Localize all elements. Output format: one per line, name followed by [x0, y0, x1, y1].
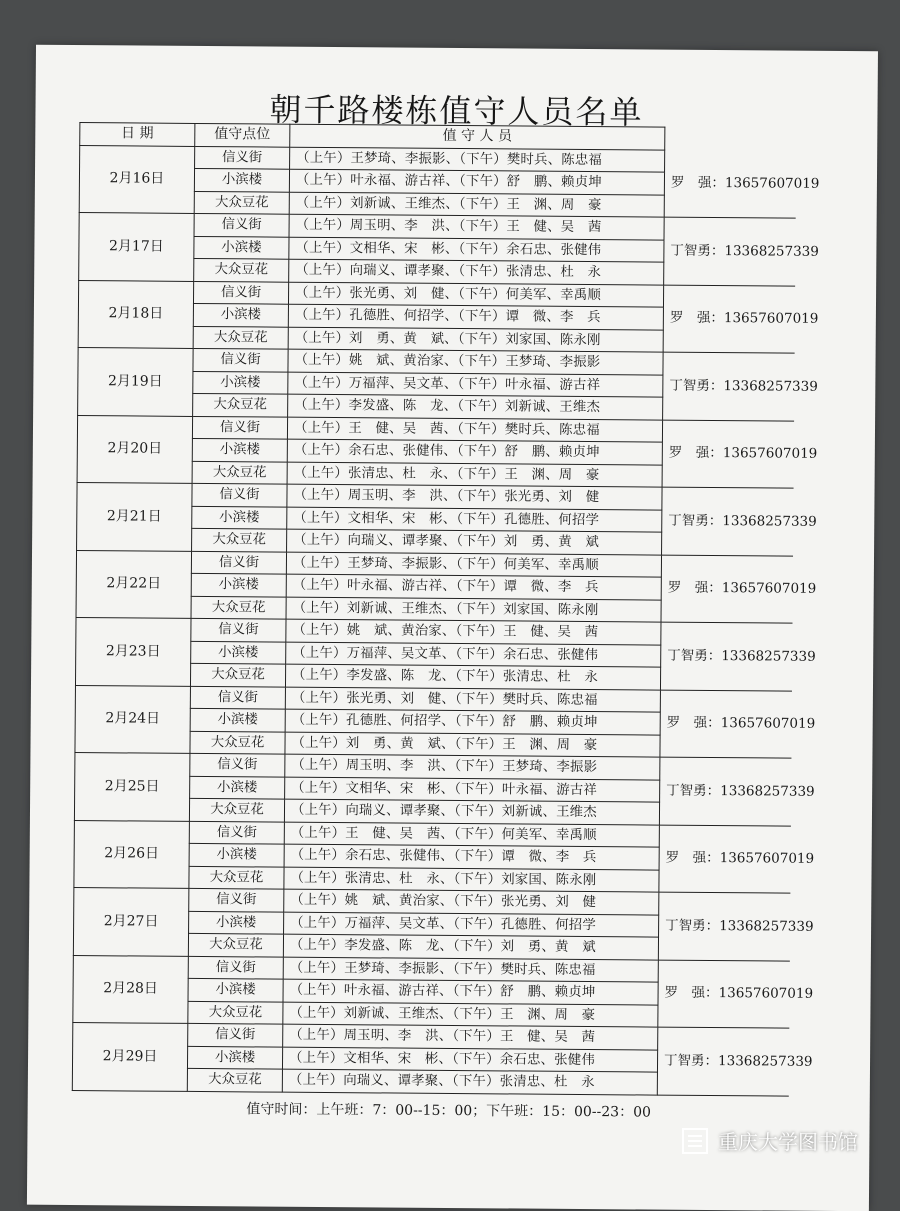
staff-cell: （上午）万福萍、吴文革、（下午）余石忠、张健伟 — [286, 642, 661, 667]
staff-cell: （上午）向瑞义、谭孝聚、（下午）刘新诚、王维杰 — [284, 799, 659, 824]
table-row — [75, 685, 791, 713]
staff-cell: （上午）孔德胜、何招学、（下午）谭 微、李 兵 — [288, 304, 663, 329]
header-staff: 值 守 人 员 — [290, 124, 665, 149]
staff-cell: （上午）叶永福、游古祥、（下午）舒 鹏、赖贞坤 — [283, 979, 658, 1004]
table-row — [77, 483, 793, 511]
staff-cell: （上午）张清忠、杜 永、（下午）刘家国、陈永刚 — [284, 867, 659, 892]
header-date: 日 期 — [80, 123, 195, 146]
date-cell: 2月21日 — [77, 483, 193, 551]
table-row — [75, 753, 791, 781]
location-cell: 大众豆花 — [193, 326, 288, 349]
date-cell: 2月28日 — [73, 955, 189, 1023]
supervisor-contact-cell: 罗 强：13657607019 — [659, 825, 791, 894]
location-cell: 小滨楼 — [192, 438, 287, 461]
staff-cell: （上午）向瑞义、谭孝聚、（下午）刘 勇、黄 斌 — [287, 529, 662, 554]
staff-cell: （上午）李发盛、陈 龙、（下午）张清忠、杜 永 — [285, 664, 660, 689]
staff-cell: （上午）万福萍、吴文革、（下午）叶永福、游古祥 — [288, 372, 663, 397]
location-cell: 大众豆花 — [189, 866, 284, 889]
location-cell: 小滨楼 — [193, 371, 288, 394]
staff-cell: （上午）周玉明、李 洪、（下午）王梦琦、李振影 — [285, 754, 660, 779]
location-cell: 信义街 — [195, 146, 290, 169]
location-cell: 大众豆花 — [191, 596, 286, 619]
location-cell: 信义街 — [194, 213, 289, 236]
table-row — [74, 888, 790, 916]
location-cell: 大众豆花 — [190, 663, 285, 686]
date-cell: 2月24日 — [75, 685, 191, 753]
staff-cell: （上午）刘 勇、黄 斌、（下午）刘家国、陈永刚 — [288, 327, 663, 352]
staff-cell: （上午）张光勇、刘 健、（下午）何美军、幸禹顺 — [288, 282, 663, 307]
location-cell: 小滨楼 — [189, 911, 284, 934]
staff-cell: （上午）孔德胜、何招学、（下午）舒 鹏、赖贞坤 — [285, 709, 660, 734]
date-cell: 2月18日 — [78, 280, 194, 348]
staff-cell: （上午）李发盛、陈 龙、（下午）刘新诚、王维杰 — [288, 394, 663, 419]
staff-cell: （上午）文相华、宋 彬、（下午）余石忠、张健伟 — [289, 237, 664, 262]
staff-cell: （上午）张光勇、刘 健、（下午）樊时兵、陈忠福 — [285, 687, 660, 712]
staff-cell: （上午）周玉明、李 洪、（下午）王 健、吴 茜 — [283, 1024, 658, 1049]
supervisor-contact-cell: 罗 强：13657607019 — [662, 420, 794, 489]
staff-cell: （上午）文相华、宋 彬、（下午）余石忠、张健伟 — [282, 1047, 657, 1072]
staff-cell: （上午）文相华、宋 彬、（下午）叶永福、游古祥 — [285, 777, 660, 802]
duty-hours-note: 值守时间：上午班：7：00--15：00；下午班：15：00--23：00 — [246, 1101, 651, 1121]
location-cell: 小滨楼 — [194, 168, 289, 191]
supervisor-contact-cell: 罗 强：13657607019 — [663, 285, 795, 354]
staff-cell: （上午）向瑞义、谭孝聚、（下午）张清忠、杜 永 — [282, 1069, 657, 1094]
supervisor-contact-cell: 罗 强：13657607019 — [660, 690, 792, 759]
supervisor-contact-cell: 丁智勇：13368257339 — [662, 487, 794, 556]
table-row — [79, 213, 795, 241]
staff-cell: （上午）刘 勇、黄 斌、（下午）王 渊、周 豪 — [285, 732, 660, 757]
staff-cell: （上午）王梦琦、李振影、（下午）樊时兵、陈忠福 — [283, 957, 658, 982]
date-cell: 2月23日 — [75, 618, 191, 686]
location-cell: 小滨楼 — [187, 1046, 282, 1069]
staff-cell: （上午）叶永福、游古祥、（下午）谭 微、李 兵 — [286, 574, 661, 599]
location-cell: 大众豆花 — [188, 933, 283, 956]
date-cell: 2月22日 — [76, 550, 192, 618]
watermark-text: 重庆大学图书馆 — [718, 1130, 858, 1154]
location-cell: 小滨楼 — [194, 236, 289, 259]
supervisor-contact-cell: 丁智勇：13368257339 — [660, 622, 792, 691]
location-cell: 小滨楼 — [190, 708, 285, 731]
date-cell: 2月29日 — [72, 1023, 188, 1091]
date-cell: 2月17日 — [79, 213, 195, 281]
location-cell: 信义街 — [192, 416, 287, 439]
table-row — [78, 280, 794, 308]
location-cell: 信义街 — [191, 551, 286, 574]
date-cell: 2月27日 — [73, 888, 189, 956]
table-row — [76, 618, 792, 646]
table-row — [78, 348, 794, 376]
location-cell: 信义街 — [192, 483, 287, 506]
location-cell: 大众豆花 — [190, 731, 285, 754]
table-row — [76, 550, 792, 578]
location-cell: 大众豆花 — [194, 191, 289, 214]
location-cell: 小滨楼 — [193, 303, 288, 326]
staff-cell: （上午）万福萍、吴文革、（下午）孔德胜、何招学 — [284, 912, 659, 937]
staff-cell: （上午）姚 斌、黄治家、（下午）王 健、吴 茜 — [286, 619, 661, 644]
location-cell: 信义街 — [190, 753, 285, 776]
location-cell: 信义街 — [193, 348, 288, 371]
staff-cell: （上午）王梦琦、李振影、（下午）何美军、幸禹顺 — [286, 552, 661, 577]
staff-cell: （上午）张清忠、杜 永、（下午）王 渊、周 豪 — [287, 462, 662, 487]
table-row — [73, 955, 789, 983]
date-cell: 2月26日 — [74, 820, 190, 888]
location-cell: 信义街 — [188, 956, 283, 979]
staff-cell: （上午）余石忠、张健伟、（下午）谭 微、李 兵 — [284, 844, 659, 869]
header-contact — [665, 127, 796, 151]
location-cell: 小滨楼 — [192, 506, 287, 529]
location-cell: 大众豆花 — [187, 1068, 282, 1091]
table-row — [73, 1023, 789, 1051]
supervisor-contact-cell: 罗 强：13657607019 — [658, 960, 790, 1029]
staff-cell: （上午）姚 斌、黄治家、（下午）王梦琦、李振影 — [288, 349, 663, 374]
location-cell: 大众豆花 — [188, 1001, 283, 1024]
supervisor-contact-cell: 丁智勇：13368257339 — [658, 892, 790, 961]
location-cell: 小滨楼 — [191, 641, 286, 664]
location-cell: 信义街 — [189, 888, 284, 911]
staff-cell: （上午）余石忠、张健伟、（下午）舒 鹏、赖贞坤 — [287, 439, 662, 464]
watermark — [682, 1126, 858, 1155]
staff-cell: （上午）姚 斌、黄治家、（下午）张光勇、刘 健 — [284, 889, 659, 914]
supervisor-contact-cell: 丁智勇：13368257339 — [657, 1027, 789, 1096]
location-cell: 小滨楼 — [188, 978, 283, 1001]
staff-cell: （上午）刘新诚、王维杰、（下午）王 渊、周 豪 — [289, 192, 664, 217]
header-location: 值守点位 — [195, 123, 290, 146]
staff-cell: （上午）王 健、吴 茜、（下午）樊时兵、陈忠福 — [287, 417, 662, 442]
date-cell: 2月16日 — [79, 145, 195, 213]
date-cell: 2月19日 — [78, 348, 194, 416]
supervisor-contact-cell: 罗 强：13657607019 — [661, 555, 793, 624]
staff-cell: （上午）向瑞义、谭孝聚、（下午）张清忠、杜 永 — [289, 259, 664, 284]
date-cell: 2月20日 — [77, 415, 193, 483]
document-sheet — [27, 45, 878, 1211]
location-cell: 小滨楼 — [190, 776, 285, 799]
location-cell: 小滨楼 — [189, 843, 284, 866]
location-cell: 信义街 — [191, 618, 286, 641]
location-cell: 大众豆花 — [189, 798, 284, 821]
roster-body — [72, 145, 820, 1096]
location-cell: 信义街 — [189, 821, 284, 844]
staff-cell: （上午）周玉明、李 洪、（下午）张光勇、刘 健 — [287, 484, 662, 509]
table-row — [74, 820, 790, 848]
table-row — [77, 415, 793, 443]
location-cell: 信义街 — [190, 686, 285, 709]
staff-cell: （上午）叶永福、游古祥、（下午）舒 鹏、赖贞坤 — [289, 169, 664, 194]
location-cell: 大众豆花 — [193, 393, 288, 416]
supervisor-contact-cell: 丁智勇：13368257339 — [664, 217, 796, 286]
staff-cell: （上午）李发盛、陈 龙、（下午）刘 勇、黄 斌 — [283, 934, 658, 959]
page-title: 朝千路楼栋值守人员名单 — [269, 90, 644, 132]
duty-roster-table — [72, 122, 820, 1096]
staff-cell: （上午）王梦琦、李振影、（下午）樊时兵、陈忠福 — [290, 147, 665, 172]
staff-cell: （上午）刘新诚、王维杰、（下午）王 渊、周 豪 — [283, 1002, 658, 1027]
date-cell: 2月25日 — [74, 753, 190, 821]
staff-cell: （上午）周玉明、李 洪、（下午）王 健、吴 茜 — [289, 214, 664, 239]
location-cell: 信义街 — [188, 1023, 283, 1046]
location-cell: 大众豆花 — [194, 258, 289, 281]
staff-cell: （上午）王 健、吴 茜、（下午）何美军、幸禹顺 — [284, 822, 659, 847]
location-cell: 大众豆花 — [192, 461, 287, 484]
supervisor-contact-cell: 罗 强：13657607019 — [664, 150, 796, 219]
table-row — [80, 145, 796, 173]
location-cell: 信义街 — [193, 281, 288, 304]
location-cell: 大众豆花 — [192, 528, 287, 551]
supervisor-contact-cell: 丁智勇：13368257339 — [663, 352, 795, 421]
staff-cell: （上午）刘新诚、王维杰、（下午）刘家国、陈永刚 — [286, 597, 661, 622]
location-cell: 小滨楼 — [191, 573, 286, 596]
staff-cell: （上午）文相华、宋 彬、（下午）孔德胜、何招学 — [287, 507, 662, 532]
supervisor-contact-cell: 丁智勇：13368257339 — [659, 757, 791, 826]
library-logo-icon — [682, 1128, 708, 1154]
